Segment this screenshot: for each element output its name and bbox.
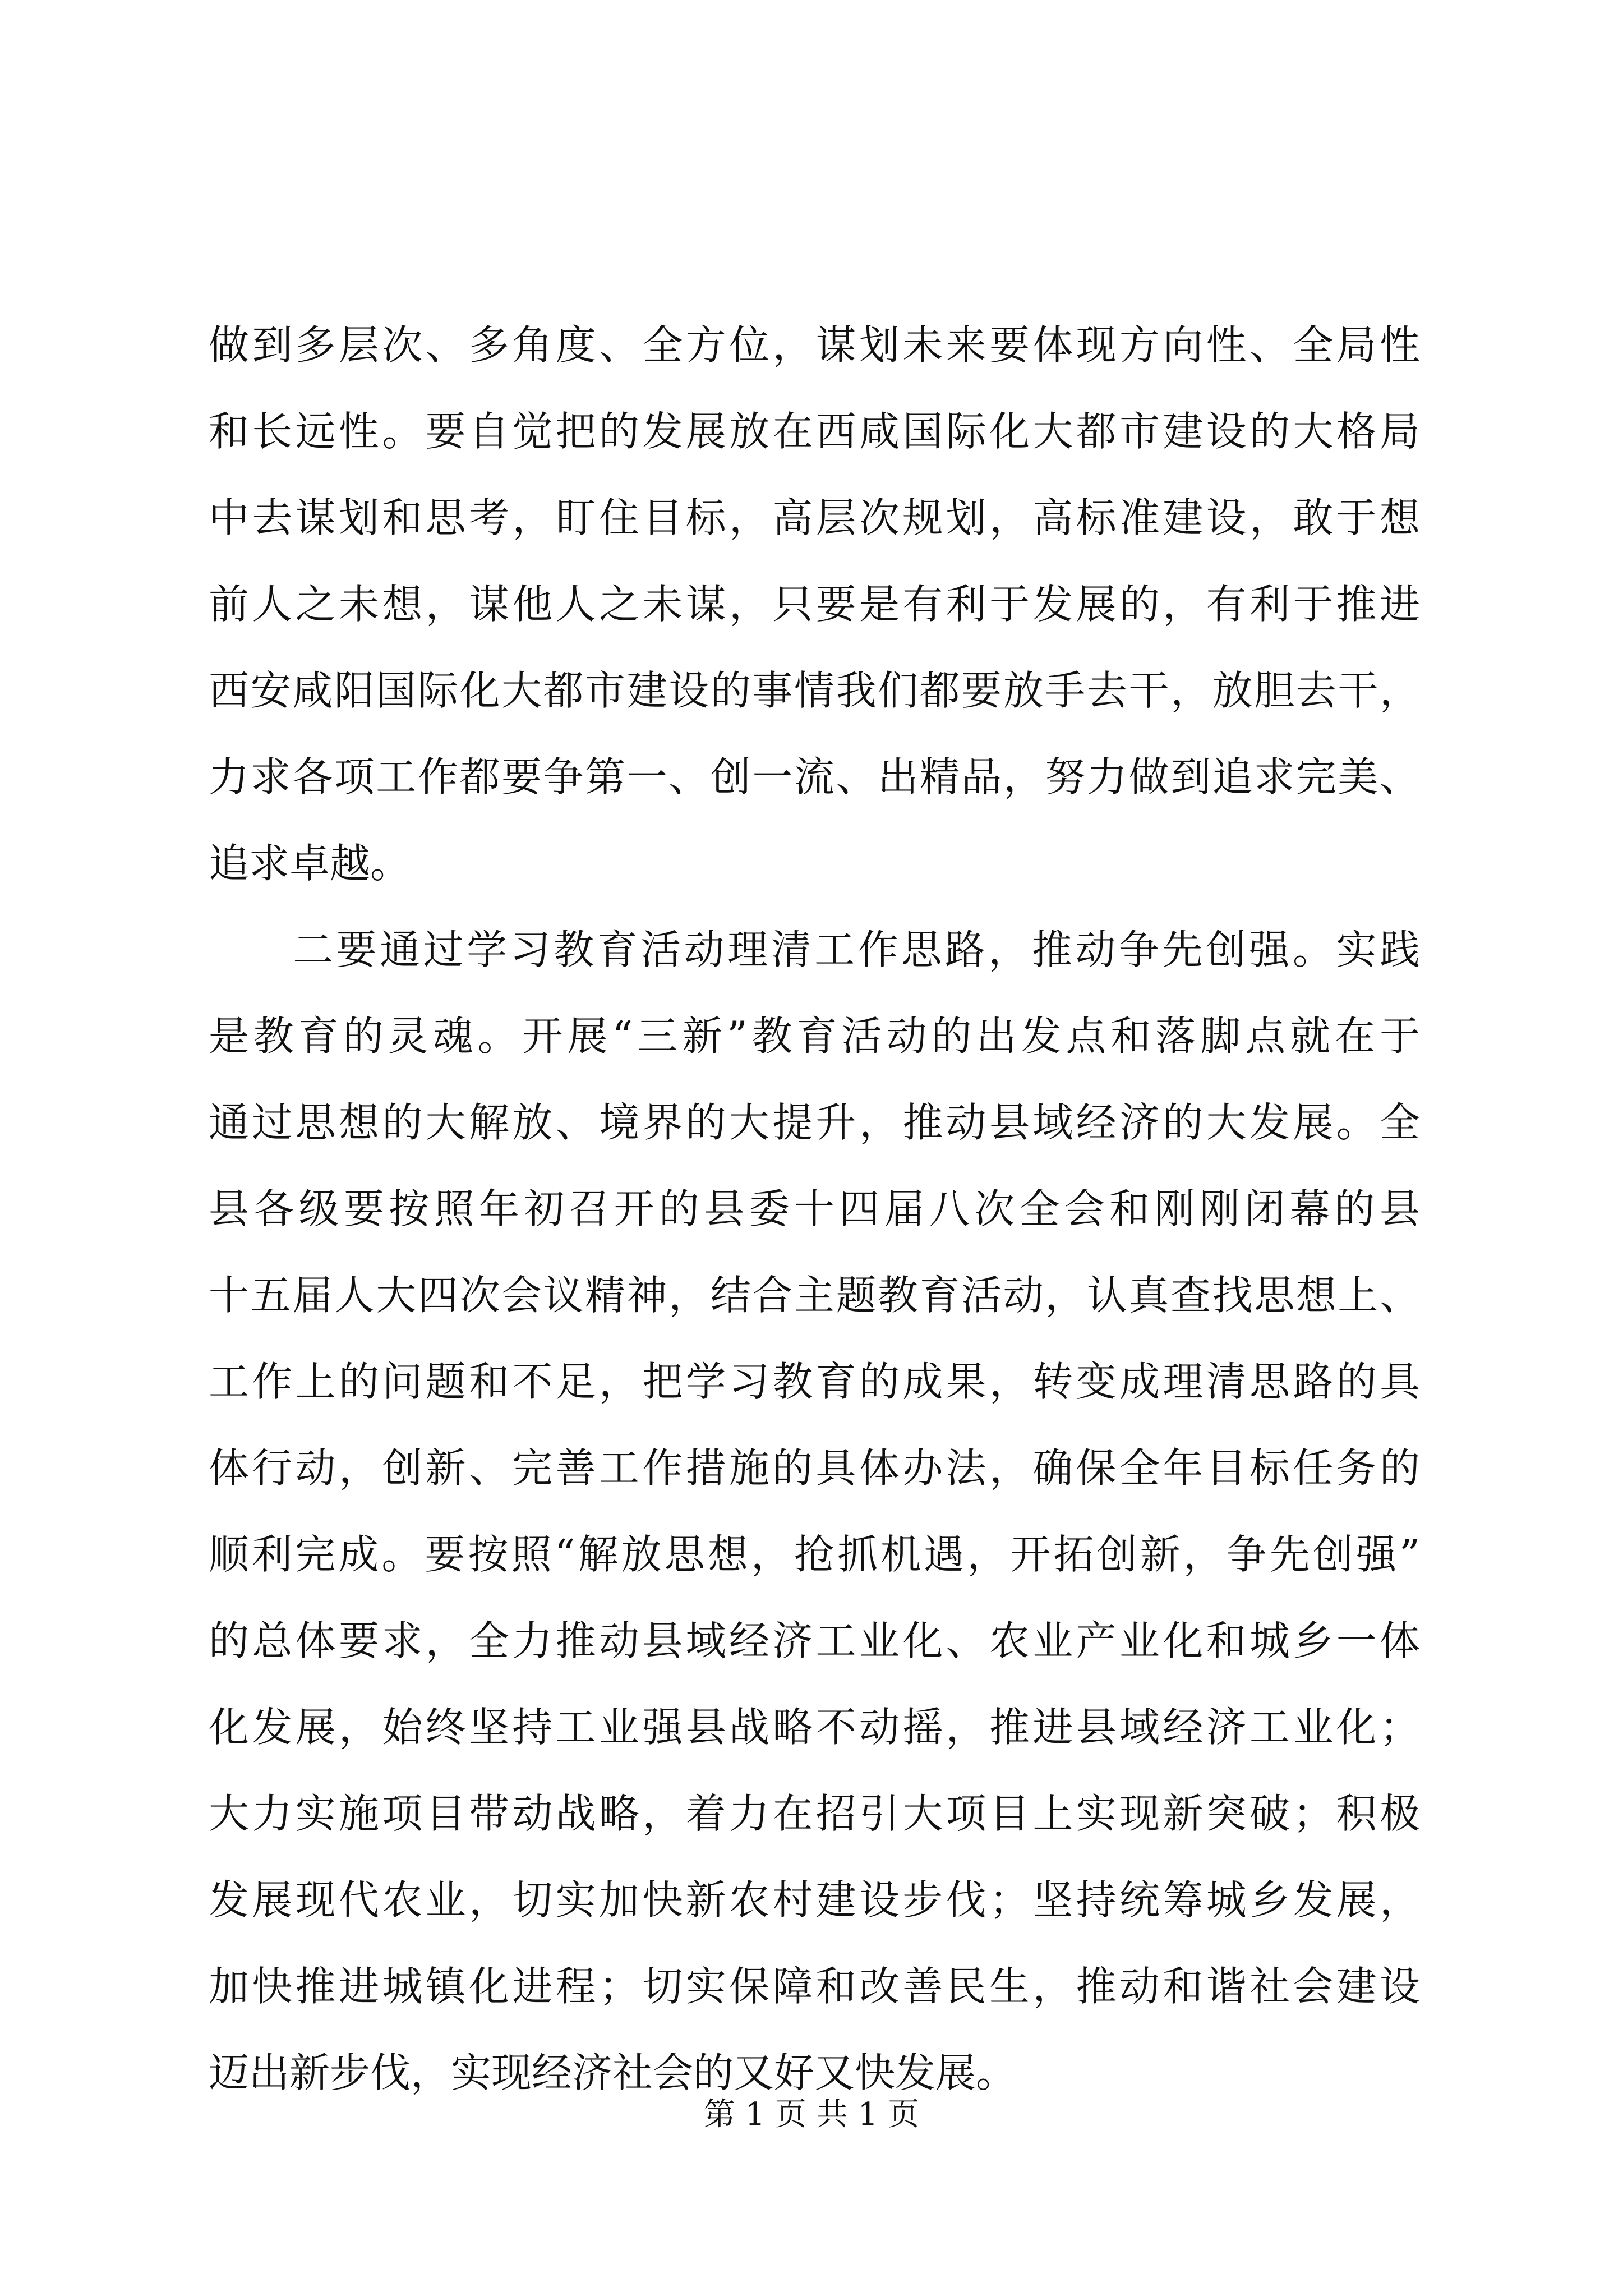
text-line: 发展现代农业，切实加快新农村建设步伐；坚持统筹城乡发展， <box>209 1876 1420 1924</box>
text-line: 加快推进城镇化进程；切实保障和改善民生，推动和谐社会建设 <box>209 1963 1420 2010</box>
text-line: 中去谋划和思考，盯住目标，高层次规划，高标准建设，敢于想 <box>209 494 1420 541</box>
text-line: 西安咸阳国际化大都市建设的事情我们都要放手去干，放胆去干， <box>209 667 1420 714</box>
text-line: 力求各项工作都要争第一、创一流、出精品，努力做到追求完美、 <box>209 753 1420 800</box>
text-line: 体行动，创新、完善工作措施的具体办法，确保全年目标任务的 <box>209 1444 1420 1492</box>
text-line: 迈出新步伐，实现经济社会的又好又快发展。 <box>209 2049 1017 2096</box>
text-line: 化发展，始终坚持工业强县战略不动摇，推进县域经济工业化； <box>209 1704 1420 1751</box>
text-line: 县各级要按照年初召开的县委十四届八次全会和刚刚闭幕的县 <box>209 1185 1420 1232</box>
text-line: 工作上的问题和不足，把学习教育的成果，转变成理清思路的具 <box>209 1358 1420 1405</box>
text-line: 通过思想的大解放、境界的大提升，推动县域经济的大发展。全 <box>209 1099 1420 1146</box>
text-line: 十五届人大四次会议精神，结合主题教育活动，认真查找思想上、 <box>209 1272 1420 1319</box>
text-line: 二要通过学习教育活动理清工作思路，推动争先创强。实践 <box>293 926 1420 973</box>
text-line: 顺利完成。要按照“解放思想，抢抓机遇，开拓创新，争先创强” <box>209 1531 1420 1578</box>
text-line: 的总体要求，全力推动县域经济工业化、农业产业化和城乡一体 <box>209 1617 1420 1664</box>
body-text <box>209 302 1420 2116</box>
text-line: 做到多层次、多角度、全方位，谋划未来要体现方向性、全局性 <box>209 321 1420 369</box>
text-line: 追求卓越。 <box>209 840 411 887</box>
text-line: 前人之未想，谋他人之未谋，只要是有利于发展的，有利于推进 <box>209 581 1420 628</box>
page-footer: 第 1 页 共 1 页 <box>703 2096 920 2133</box>
text-line: 是教育的灵魂。开展“三新”教育活动的出发点和落脚点就在于 <box>209 1013 1420 1060</box>
text-line: 大力实施项目带动战略，着力在招引大项目上实现新突破；积极 <box>209 1790 1420 1837</box>
text-line: 和长远性。要自觉把的发展放在西咸国际化大都市建设的大格局 <box>209 408 1420 455</box>
